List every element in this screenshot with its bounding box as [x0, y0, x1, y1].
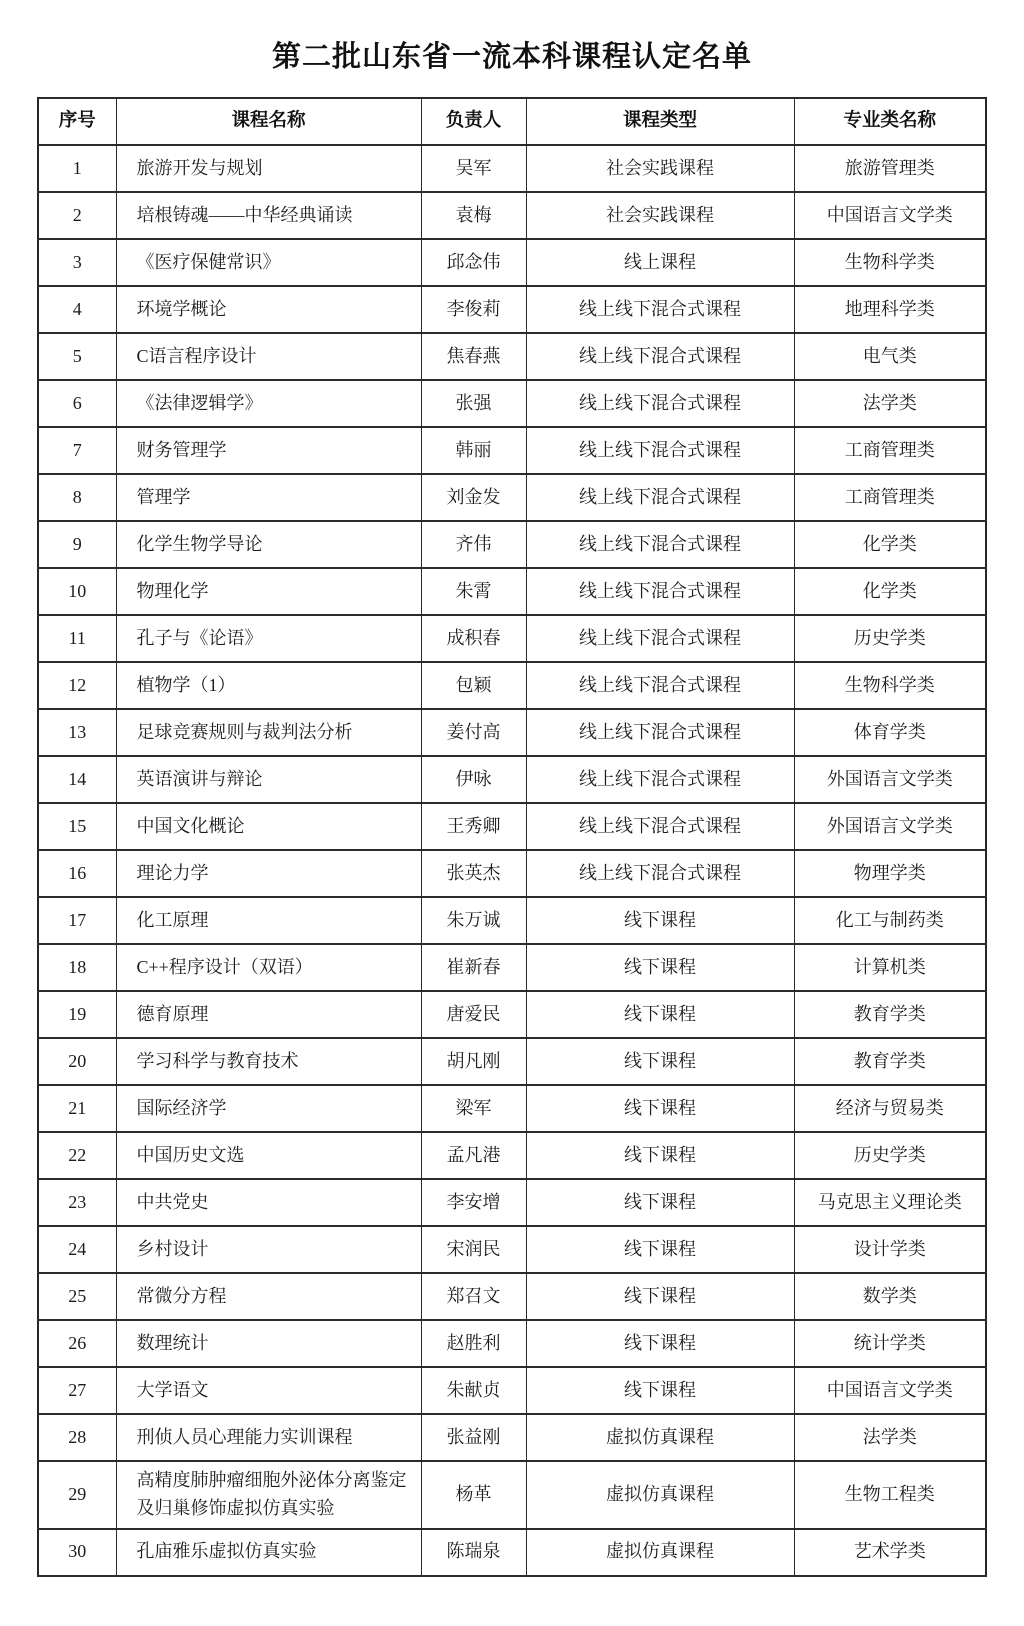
cell-course-name: 国际经济学: [116, 1085, 421, 1132]
cell-course-name: C语言程序设计: [116, 333, 421, 380]
cell-major-category: 教育学类: [794, 991, 986, 1038]
cell-course-name: 中共党史: [116, 1179, 421, 1226]
cell-course-type: 线下课程: [526, 1085, 794, 1132]
cell-major-category: 法学类: [794, 1414, 986, 1461]
cell-leader: 韩丽: [421, 427, 526, 474]
cell-leader: 焦春燕: [421, 333, 526, 380]
table-row: [38, 991, 986, 1038]
cell-course-type: 线下课程: [526, 1367, 794, 1414]
table-row: [38, 1461, 986, 1529]
cell-course-name: 中国文化概论: [116, 803, 421, 850]
cell-course-type: 线上线下混合式课程: [526, 521, 794, 568]
course-table: [37, 97, 987, 1577]
cell-major-category: 工商管理类: [794, 474, 986, 521]
cell-leader: 姜付高: [421, 709, 526, 756]
table-row: [38, 1179, 986, 1226]
cell-index: 18: [38, 944, 116, 991]
cell-major-category: 历史学类: [794, 615, 986, 662]
cell-index: 9: [38, 521, 116, 568]
table-row: [38, 568, 986, 615]
cell-index: 7: [38, 427, 116, 474]
cell-major-category: 中国语言文学类: [794, 192, 986, 239]
cell-course-type: 线上线下混合式课程: [526, 286, 794, 333]
table-row: [38, 897, 986, 944]
cell-index: 23: [38, 1179, 116, 1226]
cell-major-category: 历史学类: [794, 1132, 986, 1179]
table-row: [38, 286, 986, 333]
cell-leader: 刘金发: [421, 474, 526, 521]
cell-course-name: 孔庙雅乐虚拟仿真实验: [116, 1529, 421, 1576]
cell-course-type: 线上线下混合式课程: [526, 568, 794, 615]
cell-leader: 包颖: [421, 662, 526, 709]
table-row: [38, 944, 986, 991]
cell-leader: 李俊莉: [421, 286, 526, 333]
table-row: [38, 427, 986, 474]
cell-index: 19: [38, 991, 116, 1038]
table-row: [38, 662, 986, 709]
cell-major-category: 马克思主义理论类: [794, 1179, 986, 1226]
cell-course-name: 英语演讲与辩论: [116, 756, 421, 803]
cell-index: 27: [38, 1367, 116, 1414]
cell-index: 2: [38, 192, 116, 239]
cell-course-name: 理论力学: [116, 850, 421, 897]
cell-major-category: 外国语言文学类: [794, 756, 986, 803]
cell-course-name: 培根铸魂——中华经典诵读: [116, 192, 421, 239]
cell-major-category: 生物科学类: [794, 662, 986, 709]
cell-leader: 崔新春: [421, 944, 526, 991]
cell-index: 15: [38, 803, 116, 850]
cell-index: 8: [38, 474, 116, 521]
cell-major-category: 化学类: [794, 521, 986, 568]
cell-course-name: 《法律逻辑学》: [116, 380, 421, 427]
cell-course-type: 线下课程: [526, 1038, 794, 1085]
cell-major-category: 旅游管理类: [794, 145, 986, 192]
table-row: [38, 803, 986, 850]
cell-course-name: 孔子与《论语》: [116, 615, 421, 662]
cell-course-name: 环境学概论: [116, 286, 421, 333]
table-row: [38, 850, 986, 897]
col-header-index: 序号: [38, 98, 116, 145]
cell-major-category: 中国语言文学类: [794, 1367, 986, 1414]
cell-index: 6: [38, 380, 116, 427]
cell-leader: 李安增: [421, 1179, 526, 1226]
cell-major-category: 体育学类: [794, 709, 986, 756]
table-row: [38, 1085, 986, 1132]
cell-major-category: 电气类: [794, 333, 986, 380]
cell-course-name: 旅游开发与规划: [116, 145, 421, 192]
cell-index: 17: [38, 897, 116, 944]
cell-course-type: 线上线下混合式课程: [526, 803, 794, 850]
cell-course-type: 线下课程: [526, 944, 794, 991]
cell-course-type: 线上线下混合式课程: [526, 333, 794, 380]
cell-course-type: 线上线下混合式课程: [526, 380, 794, 427]
cell-major-category: 设计学类: [794, 1226, 986, 1273]
table-row: [38, 521, 986, 568]
cell-index: 21: [38, 1085, 116, 1132]
cell-course-type: 线下课程: [526, 1226, 794, 1273]
cell-course-name: 数理统计: [116, 1320, 421, 1367]
table-row: [38, 145, 986, 192]
cell-index: 11: [38, 615, 116, 662]
cell-course-name: 中国历史文选: [116, 1132, 421, 1179]
cell-course-name: 大学语文: [116, 1367, 421, 1414]
cell-course-name: 管理学: [116, 474, 421, 521]
cell-major-category: 工商管理类: [794, 427, 986, 474]
table-row: [38, 1273, 986, 1320]
cell-index: 13: [38, 709, 116, 756]
cell-leader: 宋润民: [421, 1226, 526, 1273]
cell-major-category: 化工与制药类: [794, 897, 986, 944]
cell-leader: 陈瑞泉: [421, 1529, 526, 1576]
cell-course-type: 线下课程: [526, 1179, 794, 1226]
cell-index: 10: [38, 568, 116, 615]
cell-course-type: 社会实践课程: [526, 192, 794, 239]
cell-leader: 朱献贞: [421, 1367, 526, 1414]
cell-major-category: 化学类: [794, 568, 986, 615]
cell-course-name: 植物学（1）: [116, 662, 421, 709]
header-row: [38, 98, 986, 145]
cell-course-name: 化学生物学导论: [116, 521, 421, 568]
table-row: [38, 756, 986, 803]
cell-course-type: 线上线下混合式课程: [526, 662, 794, 709]
cell-major-category: 生物科学类: [794, 239, 986, 286]
cell-course-type: 线下课程: [526, 1320, 794, 1367]
cell-index: 25: [38, 1273, 116, 1320]
cell-leader: 张益刚: [421, 1414, 526, 1461]
cell-index: 14: [38, 756, 116, 803]
cell-major-category: 经济与贸易类: [794, 1085, 986, 1132]
col-header-major-category: 专业类名称: [794, 98, 986, 145]
cell-course-type: 线上课程: [526, 239, 794, 286]
cell-major-category: 外国语言文学类: [794, 803, 986, 850]
table-row: [38, 1414, 986, 1461]
cell-course-type: 线上线下混合式课程: [526, 427, 794, 474]
cell-course-name: 高精度肺肿瘤细胞外泌体分离鉴定及归巢修饰虚拟仿真实验: [116, 1461, 421, 1529]
cell-index: 5: [38, 333, 116, 380]
cell-leader: 唐爱民: [421, 991, 526, 1038]
table-row: [38, 1038, 986, 1085]
cell-course-name: 《医疗保健常识》: [116, 239, 421, 286]
cell-leader: 邱念伟: [421, 239, 526, 286]
cell-course-type: 线下课程: [526, 1132, 794, 1179]
cell-course-type: 社会实践课程: [526, 145, 794, 192]
cell-course-name: C++程序设计（双语）: [116, 944, 421, 991]
cell-leader: 梁军: [421, 1085, 526, 1132]
page-title: 第二批山东省一流本科课程认定名单: [271, 41, 752, 73]
cell-leader: 郑召文: [421, 1273, 526, 1320]
cell-course-name: 德育原理: [116, 991, 421, 1038]
cell-course-type: 线下课程: [526, 991, 794, 1038]
table-row: [38, 333, 986, 380]
cell-leader: 吴军: [421, 145, 526, 192]
cell-leader: 伊咏: [421, 756, 526, 803]
cell-leader: 朱万诚: [421, 897, 526, 944]
cell-major-category: 艺术学类: [794, 1529, 986, 1576]
cell-course-name: 刑侦人员心理能力实训课程: [116, 1414, 421, 1461]
cell-index: 12: [38, 662, 116, 709]
cell-course-name: 学习科学与教育技术: [116, 1038, 421, 1085]
cell-leader: 齐伟: [421, 521, 526, 568]
course-table-body: [38, 145, 986, 1576]
cell-course-type: 虚拟仿真课程: [526, 1461, 794, 1529]
table-row: [38, 380, 986, 427]
cell-leader: 成积春: [421, 615, 526, 662]
cell-index: 29: [38, 1461, 116, 1529]
cell-index: 3: [38, 239, 116, 286]
col-header-course-name: 课程名称: [116, 98, 421, 145]
table-row: [38, 192, 986, 239]
cell-major-category: 地理科学类: [794, 286, 986, 333]
table-row: [38, 474, 986, 521]
cell-course-type: 线上线下混合式课程: [526, 709, 794, 756]
col-header-course-type: 课程类型: [526, 98, 794, 145]
cell-leader: 杨革: [421, 1461, 526, 1529]
cell-course-type: 虚拟仿真课程: [526, 1529, 794, 1576]
col-header-leader: 负责人: [421, 98, 526, 145]
table-row: [38, 1132, 986, 1179]
table-row: [38, 1367, 986, 1414]
cell-index: 28: [38, 1414, 116, 1461]
cell-course-name: 物理化学: [116, 568, 421, 615]
table-row: [38, 1320, 986, 1367]
cell-major-category: 教育学类: [794, 1038, 986, 1085]
cell-major-category: 生物工程类: [794, 1461, 986, 1529]
cell-course-type: 线上线下混合式课程: [526, 615, 794, 662]
cell-leader: 张强: [421, 380, 526, 427]
cell-course-name: 化工原理: [116, 897, 421, 944]
table-row: [38, 1529, 986, 1576]
cell-major-category: 计算机类: [794, 944, 986, 991]
cell-major-category: 数学类: [794, 1273, 986, 1320]
cell-course-name: 足球竞赛规则与裁判法分析: [116, 709, 421, 756]
cell-leader: 胡凡刚: [421, 1038, 526, 1085]
cell-index: 30: [38, 1529, 116, 1576]
cell-course-type: 线上线下混合式课程: [526, 850, 794, 897]
cell-course-type: 虚拟仿真课程: [526, 1414, 794, 1461]
cell-leader: 孟凡港: [421, 1132, 526, 1179]
cell-leader: 赵胜利: [421, 1320, 526, 1367]
table-row: [38, 1226, 986, 1273]
cell-course-name: 乡村设计: [116, 1226, 421, 1273]
table-row: [38, 709, 986, 756]
cell-major-category: 统计学类: [794, 1320, 986, 1367]
cell-course-name: 财务管理学: [116, 427, 421, 474]
table-row: [38, 239, 986, 286]
cell-index: 20: [38, 1038, 116, 1085]
cell-leader: 张英杰: [421, 850, 526, 897]
cell-course-name: 常微分方程: [116, 1273, 421, 1320]
course-table-header: [38, 98, 986, 145]
cell-major-category: 法学类: [794, 380, 986, 427]
cell-index: 26: [38, 1320, 116, 1367]
cell-course-type: 线上线下混合式课程: [526, 756, 794, 803]
cell-major-category: 物理学类: [794, 850, 986, 897]
cell-course-type: 线下课程: [526, 1273, 794, 1320]
cell-index: 16: [38, 850, 116, 897]
cell-leader: 袁梅: [421, 192, 526, 239]
cell-course-type: 线上线下混合式课程: [526, 474, 794, 521]
cell-course-type: 线下课程: [526, 897, 794, 944]
table-row: [38, 615, 986, 662]
cell-index: 24: [38, 1226, 116, 1273]
cell-leader: 王秀卿: [421, 803, 526, 850]
cell-index: 4: [38, 286, 116, 333]
cell-index: 22: [38, 1132, 116, 1179]
cell-index: 1: [38, 145, 116, 192]
cell-leader: 朱霄: [421, 568, 526, 615]
